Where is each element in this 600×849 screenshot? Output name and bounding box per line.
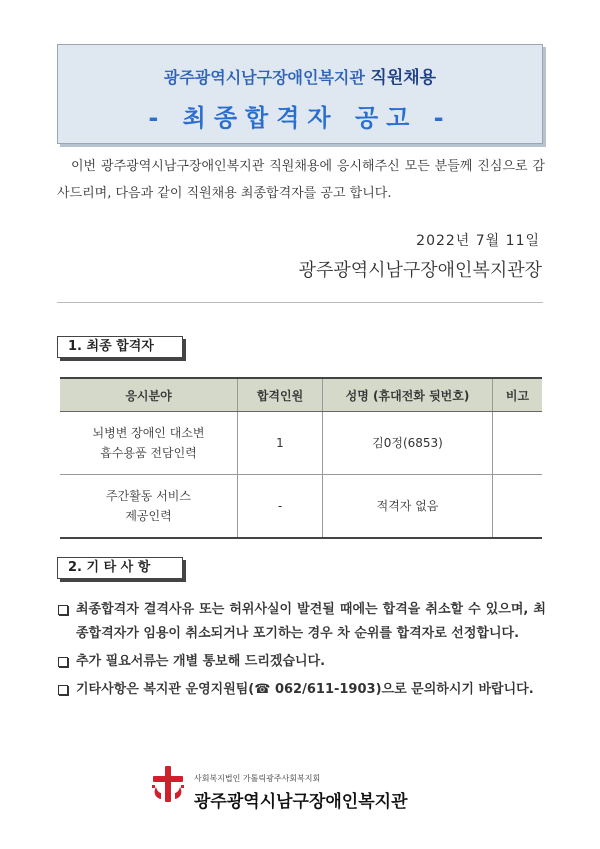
cell-field-line2: 제공인력 — [125, 509, 172, 523]
col-header-count: 합격인원 — [238, 378, 323, 412]
cell-field-line1: 뇌병변 장애인 대소변 — [92, 426, 205, 440]
divider — [57, 302, 543, 303]
col-header-name: 성명 (휴대전화 뒷번호) — [323, 378, 493, 412]
note-text: 최종합격자 결격사유 또는 허위사실이 발견될 때에는 합격을 취소할 수 있으며, 최종합격자가 임용이 취소되거나 포기하는 경우 차 순위를 합격자로 선정합니다. — [76, 602, 546, 641]
signature: 광주광역시남구장애인복지관장 — [298, 260, 542, 281]
list-item — [58, 598, 546, 646]
cell-count: - — [238, 475, 323, 539]
list-item — [58, 650, 546, 674]
intro-paragraph: 이번 광주광역시남구장애인복지관 직원채용에 응시해주신 모든 분들께 진심으로 감사드리며, 다음과 같이 직원채용 최종합격자를 공고 합니다. — [57, 159, 545, 201]
section-title-final-passers: 1. 최종 합격자 — [57, 336, 183, 358]
cell-count: 1 — [238, 412, 323, 475]
cell-field — [60, 475, 238, 539]
cell-field-line2: 흡수용품 전담인력 — [100, 446, 197, 460]
header-org-name: 광주광역시남구장애인복지관 — [163, 68, 365, 87]
announcement-date: 2022년 7월 11일 — [416, 233, 540, 249]
cell-field-line1: 주간활동 서비스 — [106, 489, 191, 503]
list-item — [58, 678, 546, 702]
header-title — [58, 63, 542, 88]
col-header-note: 비고 — [493, 378, 543, 412]
header-subtitle: - 최종합격자 공고 - — [148, 104, 452, 132]
note-text: 기타사항은 복지관 운영지원팀(☎ 062/611-1903)으로 문의하시기 바랍니다. — [76, 682, 534, 697]
table-row — [60, 475, 542, 539]
checkbox-bullet-icon — [58, 605, 68, 615]
cell-note — [493, 475, 543, 539]
intro-text — [57, 153, 545, 207]
section-title-other-notes: 2. 기 타 사 항 — [57, 557, 183, 579]
checkbox-bullet-icon — [58, 657, 68, 667]
logo-subtitle: 사회복지법인 가톨릭광주사회복지회 — [194, 774, 321, 783]
header-suffix: 직원채용 — [370, 68, 437, 88]
organization-logo — [150, 765, 450, 815]
result-table — [60, 377, 542, 539]
col-header-field: 응시분야 — [60, 378, 238, 412]
notes-list — [58, 598, 546, 706]
logo-name: 광주광역시남구장애인복지관 — [194, 792, 408, 812]
note-text: 추가 필요서류는 개별 통보해 드리겠습니다. — [76, 654, 326, 669]
cell-name: 적격자 없음 — [323, 475, 493, 539]
cross-heart-logo-icon — [150, 765, 186, 803]
table-header-row — [60, 378, 542, 412]
announcement-header — [57, 44, 543, 144]
checkbox-bullet-icon — [58, 685, 68, 695]
cell-field — [60, 412, 238, 475]
cell-note — [493, 412, 543, 475]
cell-name: 김0정(6853) — [323, 412, 493, 475]
table-row — [60, 412, 542, 475]
